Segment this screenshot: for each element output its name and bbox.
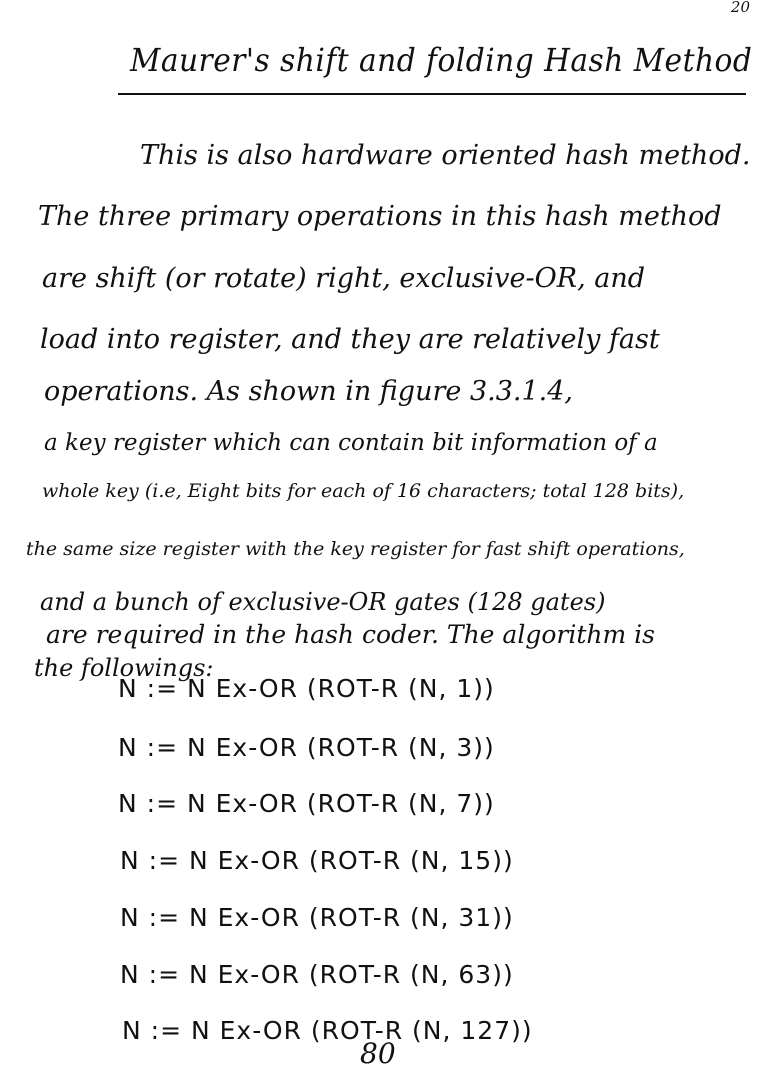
algorithm-line: N := N Ex-OR (ROT-R (N, 1)) xyxy=(118,674,495,703)
paragraph-line: This is also hardware oriented hash method. xyxy=(140,140,751,171)
followings-label: the followings: xyxy=(34,654,214,682)
paragraph-line: whole key (i.e, Eight bits for each of 16 characters; total 128 bits), xyxy=(42,480,685,502)
page-corner-number: 20 xyxy=(730,0,750,16)
title-underline xyxy=(118,93,746,95)
page-title: Maurer's shift and folding Hash Method xyxy=(130,41,753,79)
algorithm-line: N := N Ex-OR (ROT-R (N, 31)) xyxy=(120,903,514,932)
paragraph-line: a key register which can contain bit information of a xyxy=(44,430,658,456)
paragraph-line: are required in the hash coder. The algorithm is xyxy=(46,620,655,649)
algorithm-line: N := N Ex-OR (ROT-R (N, 7)) xyxy=(118,789,495,818)
paragraph-line: the same size register with the key register for fast shift operations, xyxy=(26,538,685,560)
algorithm-line: N := N Ex-OR (ROT-R (N, 127)) xyxy=(122,1016,533,1045)
algorithm-line: N := N Ex-OR (ROT-R (N, 63)) xyxy=(120,960,514,989)
algorithm-line: N := N Ex-OR (ROT-R (N, 15)) xyxy=(120,846,514,875)
algorithm-line: N := N Ex-OR (ROT-R (N, 3)) xyxy=(118,733,495,762)
page-number: 80 xyxy=(360,1037,396,1070)
paragraph-line: The three primary operations in this hash method xyxy=(38,201,722,232)
paragraph-line: and a bunch of exclusive-OR gates (128 gates) xyxy=(40,588,606,616)
paragraph-line: operations. As shown in figure 3.3.1.4, xyxy=(44,376,573,407)
paragraph-line: load into register, and they are relatively fast xyxy=(40,324,660,355)
paragraph-line: are shift (or rotate) right, exclusive-OR, and xyxy=(42,263,646,294)
